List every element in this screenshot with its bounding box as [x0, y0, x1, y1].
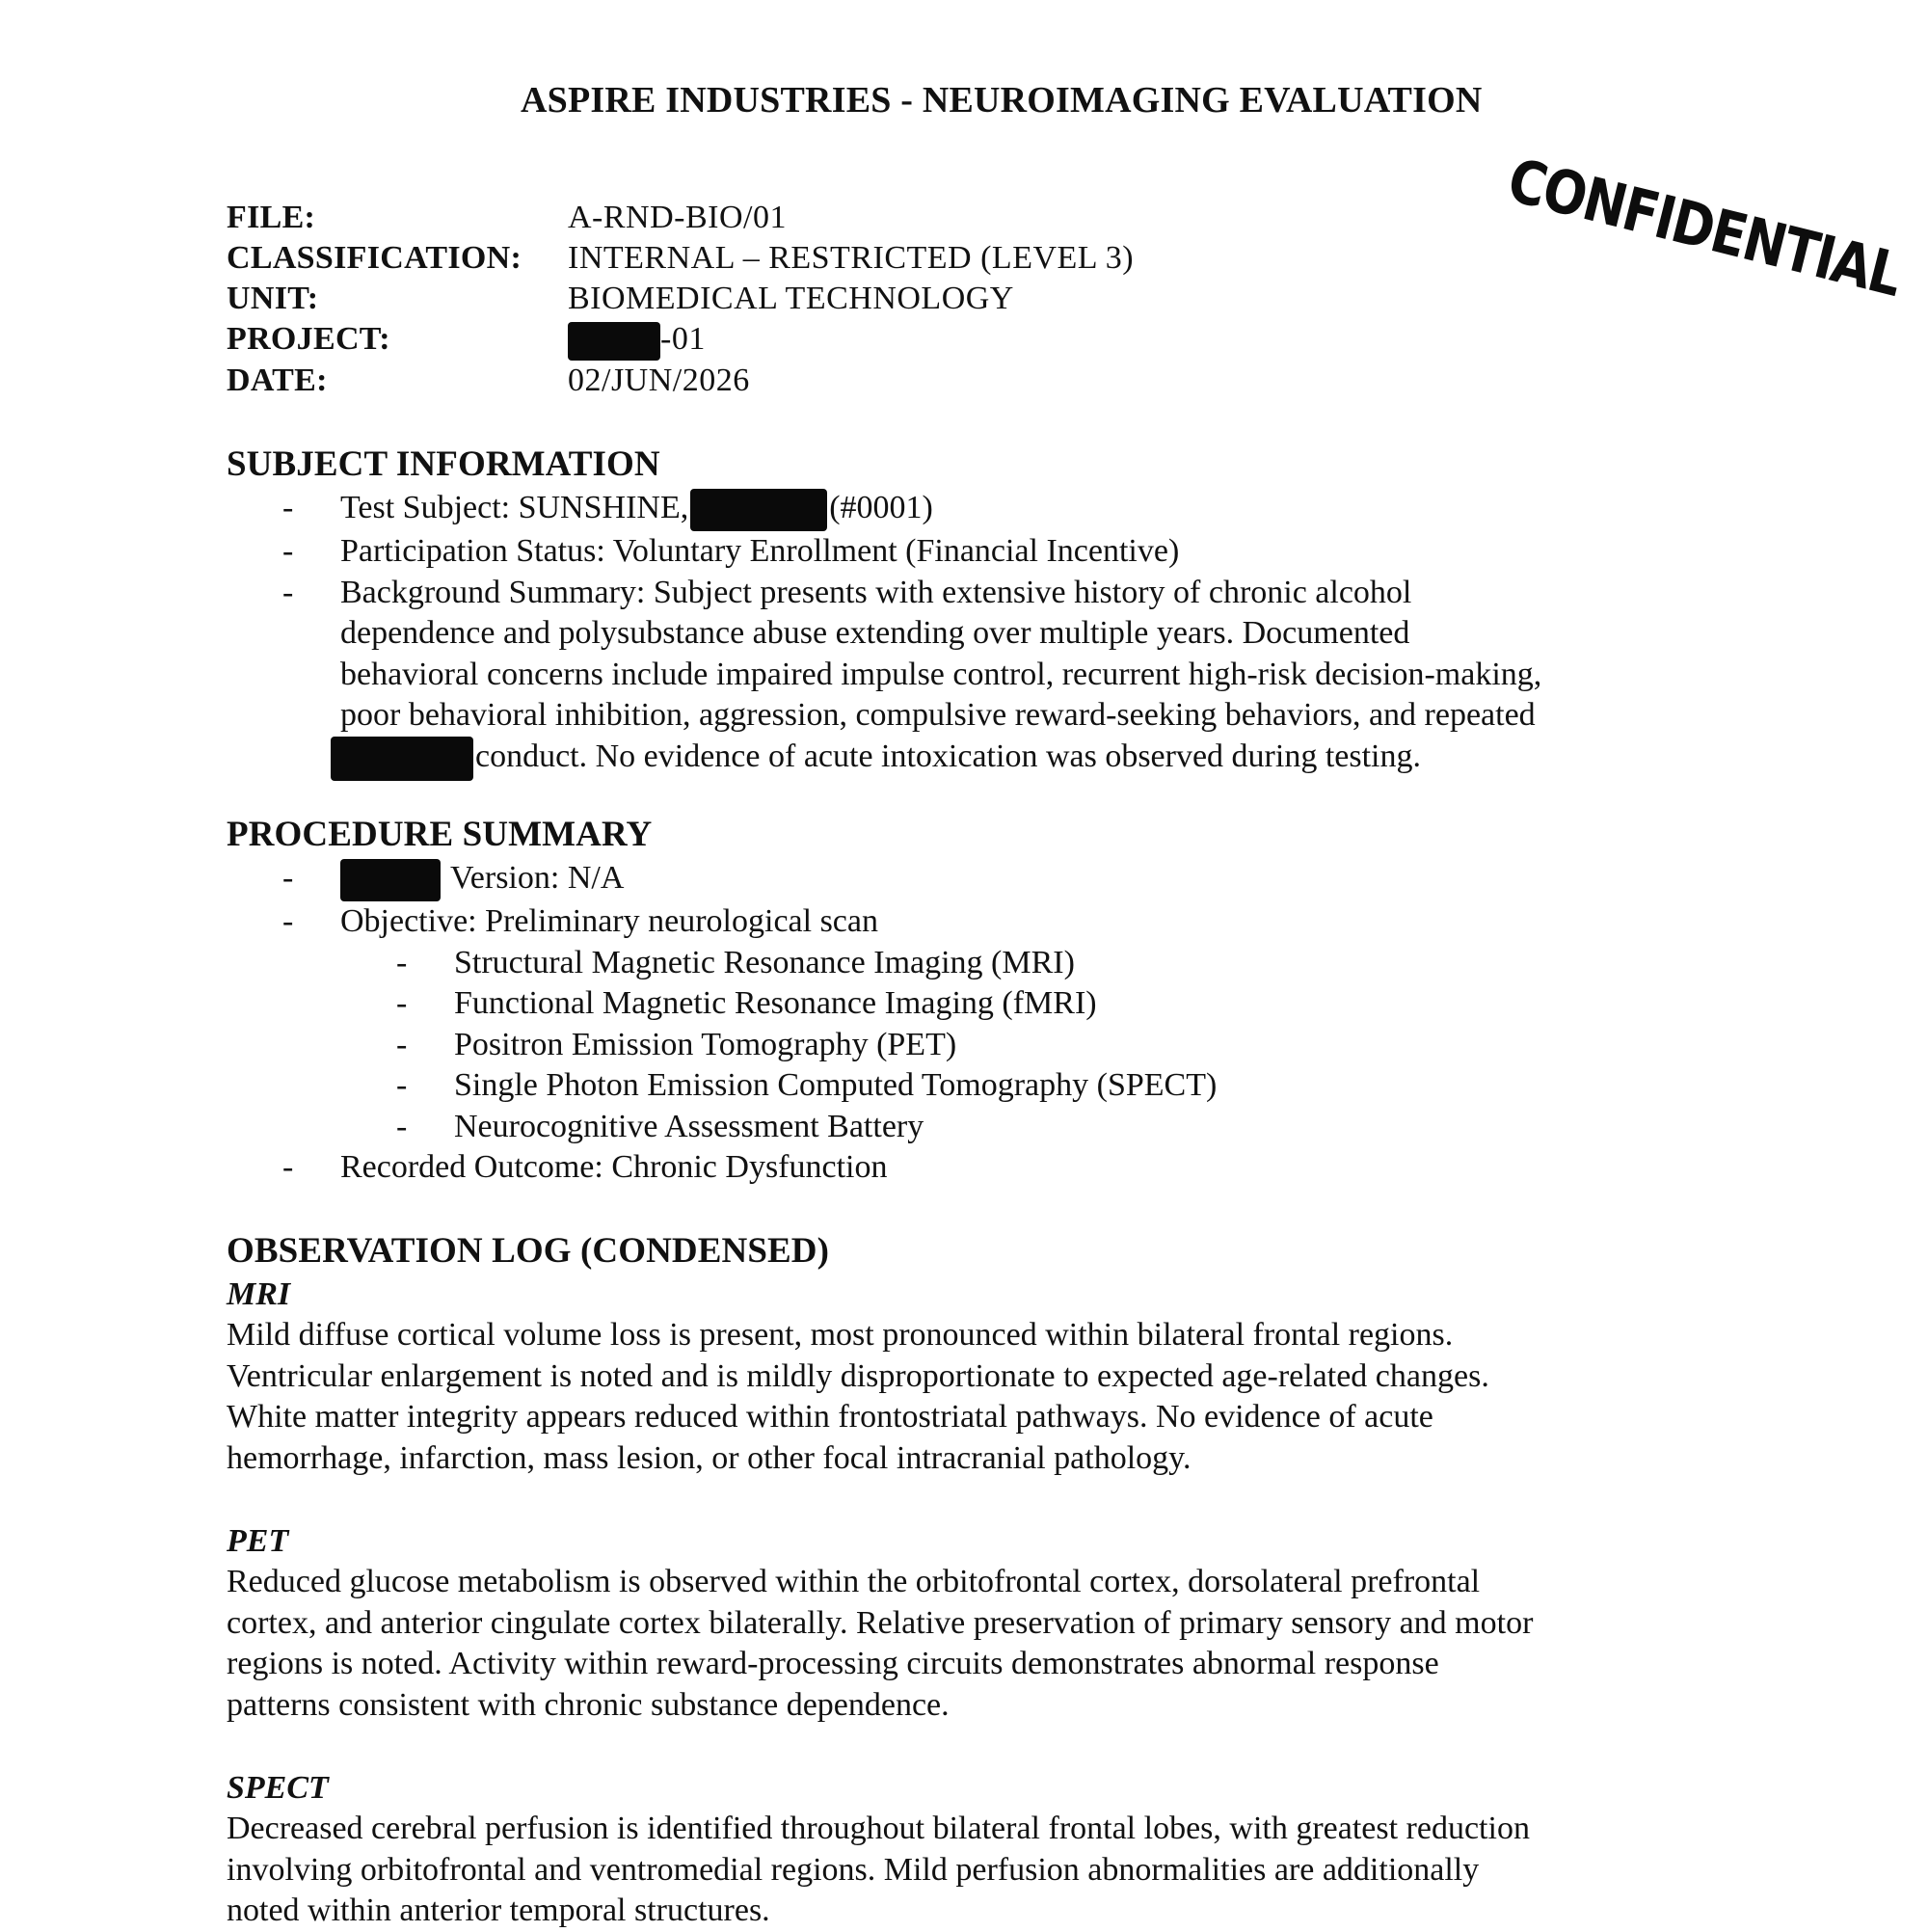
mri-line: White matter integrity appears reduced within frontostriatal pathways. No evidence of acute	[227, 1399, 1433, 1435]
mri-paragraph	[227, 1315, 1730, 1479]
procedure-subitem: - Functional Magnetic Resonance Imaging (fMRI)	[227, 983, 1707, 1025]
procedure-summary-list	[227, 858, 1730, 1189]
classification-value: INTERNAL – RESTRICTED (LEVEL 3)	[568, 240, 1135, 276]
background-line: behavioral concerns include impaired impulse control, recurrent high-risk decision-making,	[340, 656, 1542, 692]
procedure-subitem: - Positron Emission Tomography (PET)	[227, 1025, 1707, 1066]
spect-paragraph	[227, 1809, 1730, 1932]
subject-information-list	[227, 488, 1730, 781]
procedure-summary-heading: PROCEDURE SUMMARY	[227, 815, 653, 854]
test-subject-suffix: (#0001)	[829, 490, 933, 525]
participation-status-item: - Participation Status: Voluntary Enrollment (Financial Incentive)	[227, 531, 1690, 573]
background-line-end: conduct. No evidence of acute intoxication was observed during testing.	[475, 738, 1421, 774]
background-line: poor behavioral inhibition, aggression, compulsive reward-seeking behaviors, and repeated	[340, 697, 1536, 734]
date-row	[227, 361, 1134, 401]
procedure-subitem: - Neurocognitive Assessment Battery	[227, 1107, 1707, 1148]
pet-paragraph	[227, 1562, 1730, 1726]
observation-log-heading: OBSERVATION LOG (CONDENSED)	[227, 1231, 830, 1271]
test-subject-prefix: Test Subject: SUNSHINE,	[340, 490, 689, 525]
background-summary-item	[227, 573, 1690, 781]
unit-value: BIOMEDICAL TECHNOLOGY	[568, 281, 1014, 316]
project-row	[227, 319, 1134, 361]
redaction-bar	[331, 737, 473, 781]
spect-line: noted within anterior temporal structures.	[227, 1892, 770, 1928]
file-value: A-RND-BIO/01	[568, 200, 787, 235]
spect-heading: SPECT	[227, 1770, 329, 1806]
classification-label: CLASSIFICATION:	[227, 240, 522, 276]
document-title: ASPIRE INDUSTRIES - NEUROIMAGING EVALUATION	[521, 80, 1483, 121]
version-text: Version: N/A	[450, 860, 625, 896]
confidential-stamp: CONFIDENTIAL	[1501, 145, 1909, 310]
test-subject-item	[227, 488, 1690, 531]
mri-line: Mild diffuse cortical volume loss is present, most pronounced within bilateral frontal regions.	[227, 1317, 1454, 1353]
redaction-bar	[568, 322, 660, 361]
project-suffix: -01	[660, 321, 706, 357]
subject-information-section	[227, 442, 1730, 781]
spect-line: Decreased cerebral perfusion is identified throughout bilateral frontal lobes, with greatest reduction	[227, 1811, 1530, 1846]
procedure-subitem: - Structural Magnetic Resonance Imaging (MRI)	[227, 943, 1707, 984]
unit-label: UNIT:	[227, 281, 319, 316]
subject-information-heading: SUBJECT INFORMATION	[227, 444, 660, 484]
mri-heading: MRI	[227, 1276, 291, 1312]
redaction-bar	[340, 859, 441, 901]
procedure-summary-section	[227, 812, 1730, 1189]
background-line: - Background Summary: Subject presents with extensive history of chronic alcohol	[340, 574, 1412, 610]
pet-line: Reduced glucose metabolism is observed within the orbitofrontal cortex, dorsolateral prefrontal	[227, 1564, 1481, 1599]
spect-line: involving orbitofrontal and ventromedial regions. Mild perfusion abnormalities are additionally	[227, 1851, 1480, 1888]
observation-log-section	[227, 1228, 1730, 1932]
date-label: DATE:	[227, 362, 328, 399]
version-item	[227, 858, 1690, 901]
mri-line: hemorrhage, infarction, mass lesion, or other focal intracranial pathology.	[227, 1439, 1192, 1476]
objective-item: - Objective: Preliminary neurological scan	[227, 901, 1690, 943]
file-row	[227, 198, 1134, 238]
project-label: PROJECT:	[227, 321, 390, 357]
pet-heading: PET	[227, 1523, 289, 1559]
file-label: FILE:	[227, 200, 316, 235]
pet-line: regions is noted. Activity within reward-processing circuits demonstrates abnormal response	[227, 1646, 1439, 1681]
date-value: 02/JUN/2026	[568, 362, 750, 399]
redaction-bar	[690, 489, 827, 531]
procedure-subitem: - Single Photon Emission Computed Tomography (SPECT)	[227, 1065, 1707, 1107]
classification-row	[227, 238, 1134, 279]
background-line: dependence and polysubstance abuse extending over multiple years. Documented	[340, 615, 1410, 652]
project-value	[568, 319, 706, 361]
unit-row	[227, 279, 1134, 319]
background-line	[331, 737, 1690, 781]
recorded-outcome-item: - Recorded Outcome: Chronic Dysfunction	[227, 1147, 1690, 1189]
document-metadata	[227, 198, 1134, 401]
mri-line: Ventricular enlargement is noted and is mildly disproportionate to expected age-related changes.	[227, 1357, 1489, 1394]
pet-line: cortex, and anterior cingulate cortex bilaterally. Relative preservation of primary sensory and motor	[227, 1604, 1534, 1641]
pet-line: patterns consistent with chronic substance dependence.	[227, 1686, 950, 1723]
